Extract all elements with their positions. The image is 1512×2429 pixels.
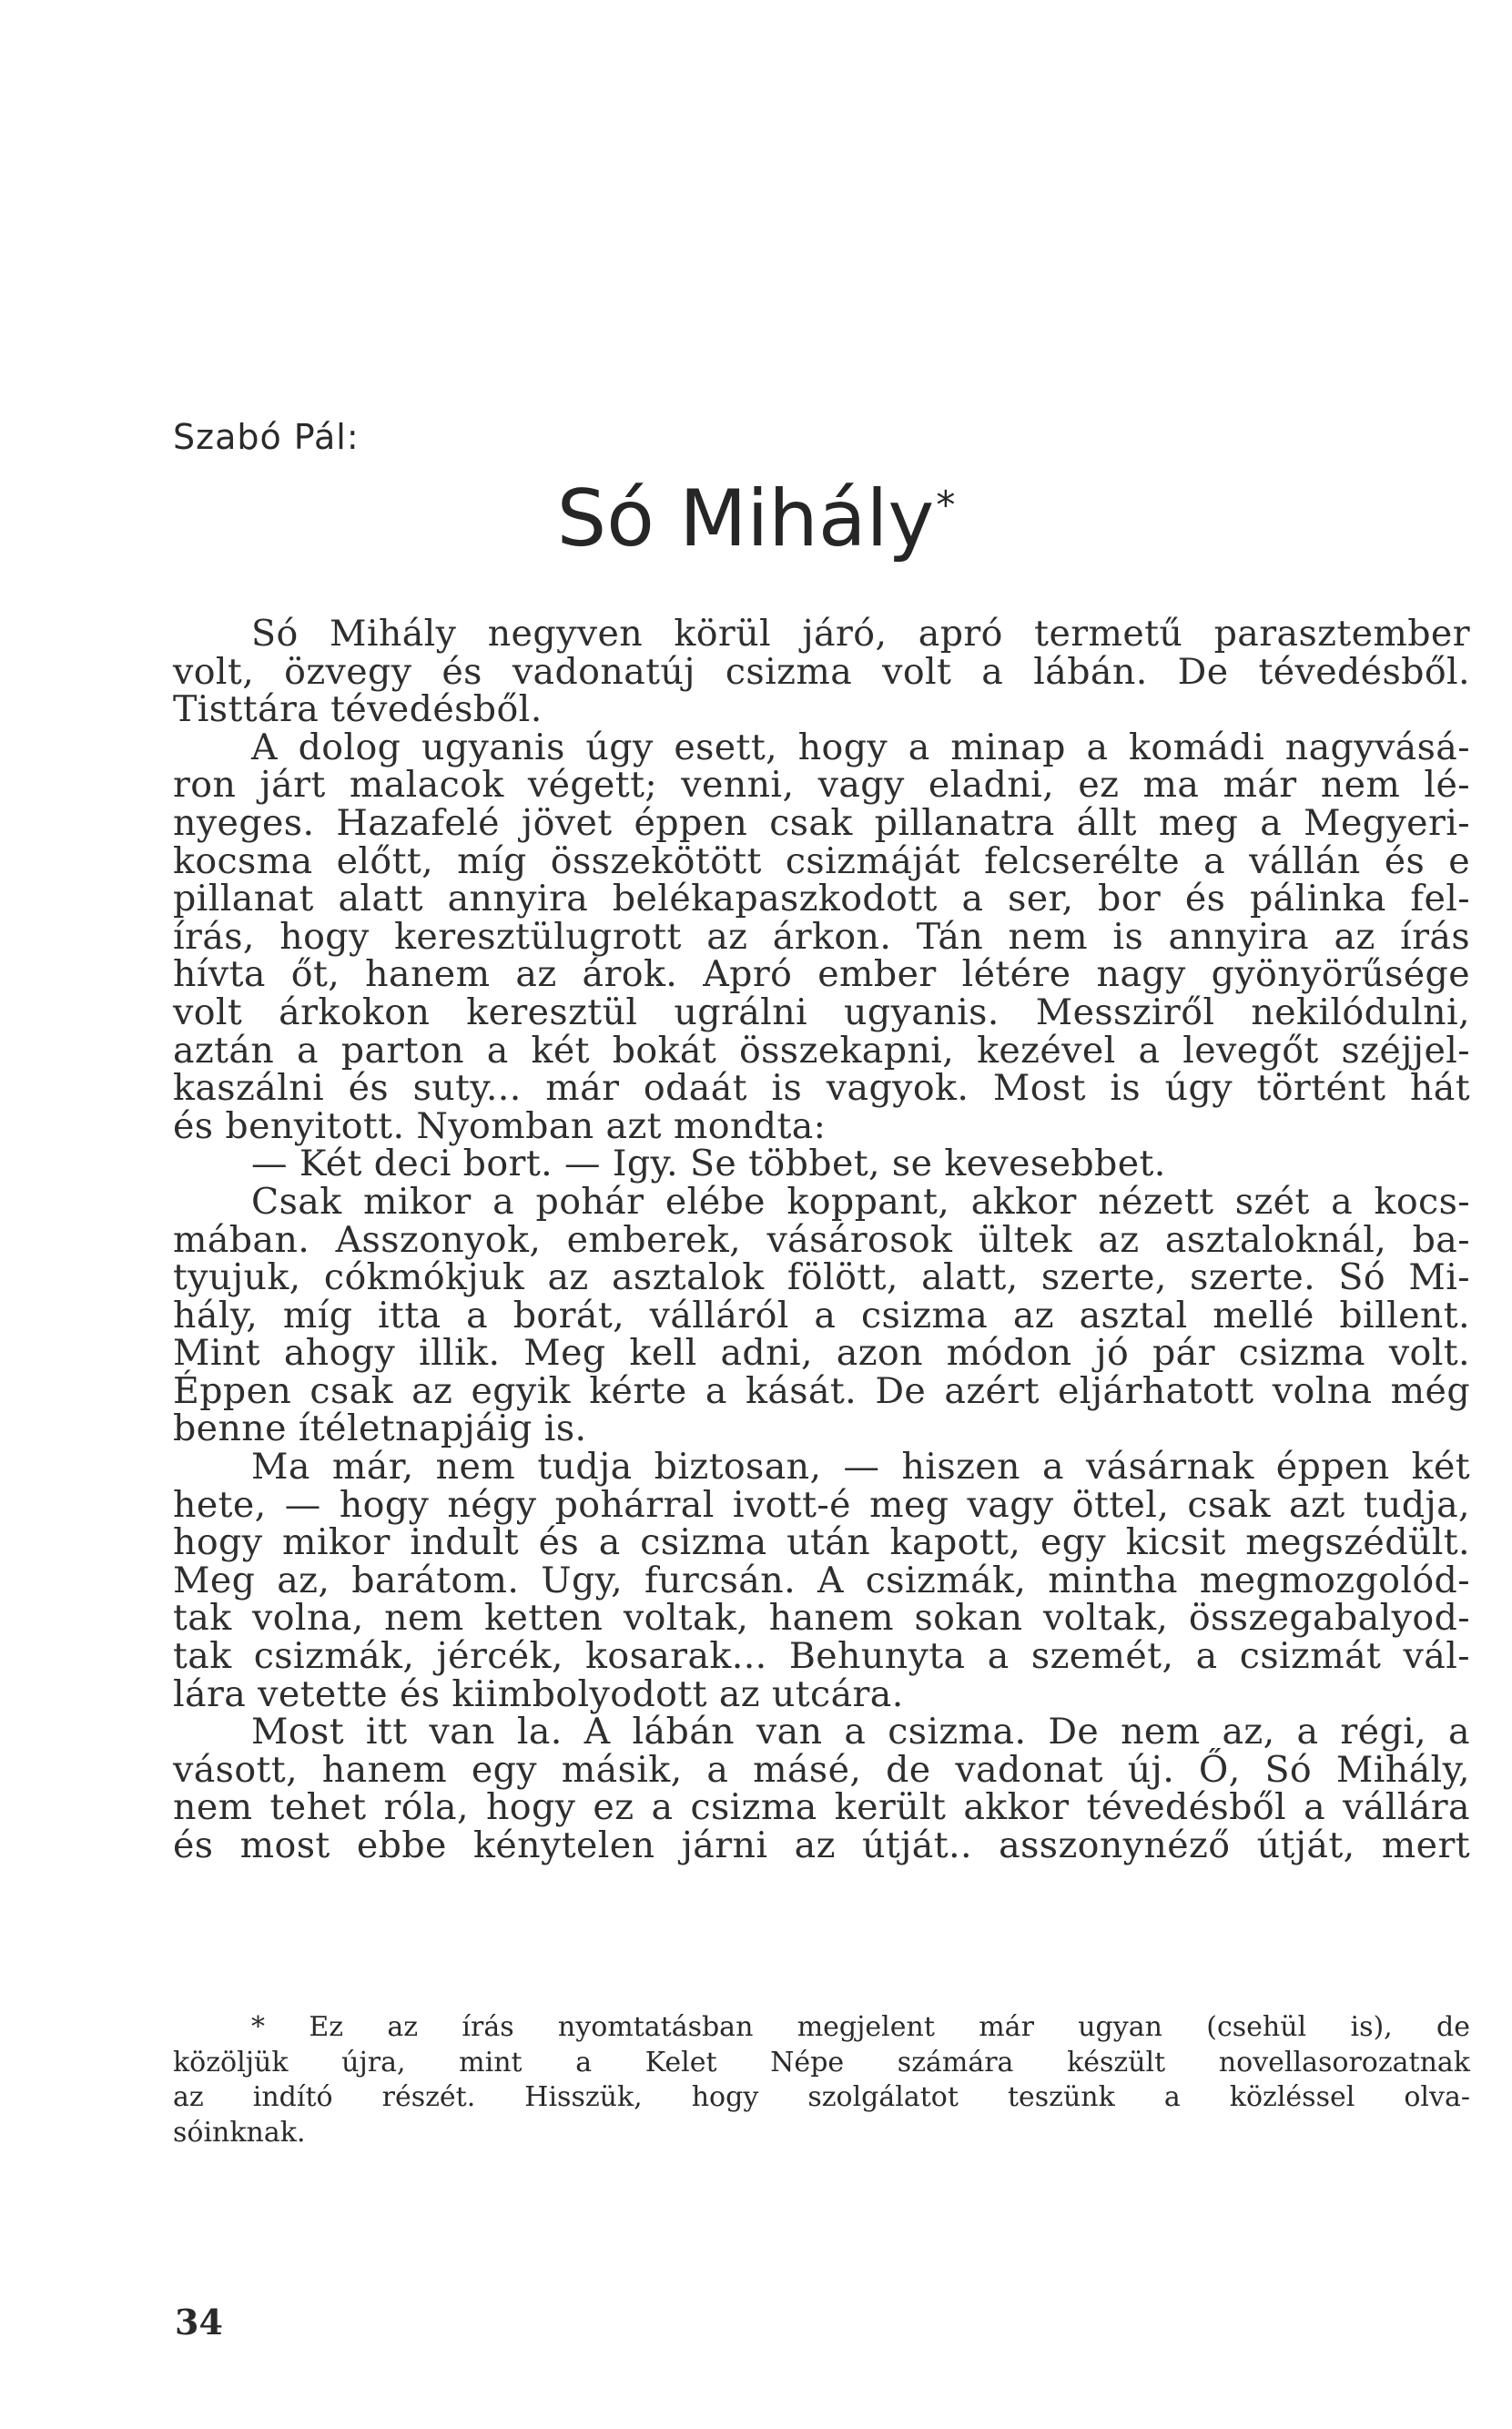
story-title — [0, 473, 1512, 564]
body-line: volt, özvegy és vadonatúj csizma volt a lábán. De tévedésből. — [173, 650, 1470, 693]
body-line: hívta őt, hanem az árok. Apró ember létére nagy gyönyörűsége — [173, 953, 1470, 996]
footnote-line: az indító részét. Hisszük, hogy szolgálatot teszünk a közléssel olva- — [173, 2081, 1470, 2113]
body-line: Só Mihály negyven körül járó, apró termetű parasztember — [251, 613, 1470, 655]
body-line: mában. Asszonyok, emberek, vásárosok ültek az asztaloknál, ba- — [173, 1218, 1470, 1261]
body-line: — Két deci bort. — Igy. Se többet, se kevesebbet. — [251, 1143, 1166, 1185]
body-line: pillanat alatt annyira belékapaszkodott a ser, bor és pálinka fel- — [173, 878, 1470, 920]
body-line: tak csizmák, jércék, kosarak... Behunyta a szemét, a csizmát vál- — [173, 1635, 1470, 1678]
body-line: hogy mikor indult és a csizma után kapott, egy kicsit megszédült. — [173, 1521, 1470, 1564]
body-line: Tisttára tévedésből. — [173, 688, 543, 731]
body-line: Csak mikor a pohár elébe koppant, akkor nézett szét a kocs- — [251, 1180, 1470, 1223]
body-line: kocsma előtt, míg összekötött csizmáját felcserélte a vállán és e — [173, 839, 1470, 882]
footnote — [173, 2010, 1470, 2150]
title-text: Só Mihály — [556, 473, 935, 564]
body-line: hály, míg itta a borát, válláról a csizma az asztal mellé billent. — [173, 1294, 1470, 1336]
body-line: és benyitott. Nyomban azt mondta: — [173, 1104, 827, 1147]
title-footnote-marker: * — [936, 483, 956, 528]
body-line: tak volna, nem ketten voltak, hanem sokan voltak, összegabalyod- — [173, 1597, 1470, 1640]
body-line: vásott, hanem egy másik, a másé, de vadonat új. Ő, Só Mihály, — [173, 1748, 1470, 1791]
story-body — [173, 615, 1470, 1865]
body-line: benne ítéletnapjáig is. — [173, 1408, 587, 1450]
body-line: Mint ahogy illik. Meg kell adni, azon módon jó pár csizma volt. — [173, 1332, 1470, 1375]
footnote-line: közöljük újra, mint a Kelet Népe számára készült novellasorozatnak — [173, 2046, 1470, 2078]
body-line: kaszálni és suty... már odaát is vagyok. Most is úgy történt hát — [173, 1067, 1470, 1110]
body-line: Ma már, nem tudja biztosan, — hiszen a vásárnak éppen két — [251, 1446, 1470, 1489]
body-line: Meg az, barátom. Ugy, furcsán. A csizmák, mintha megmozgolód- — [173, 1559, 1470, 1601]
body-line: írás, hogy keresztülugrott az árkon. Tán nem is annyira az írás — [173, 915, 1470, 958]
footnote-line: sóinknak. — [173, 2116, 306, 2149]
body-line: A dolog ugyanis úgy esett, hogy a minap a komádi nagyvásá- — [251, 726, 1470, 768]
body-line: lára vetette és kiimbolyodott az utcára. — [173, 1672, 904, 1715]
body-line: volt árkokon keresztül ugrálni ugyanis. Messziről nekilódulni, — [173, 991, 1470, 1033]
body-line: Éppen csak az egyik kérte a kását. De azért eljárhatott volna még — [173, 1369, 1470, 1412]
body-line: nem tehet róla, hogy ez a csizma került akkor tévedésből a vállára — [173, 1786, 1470, 1829]
body-line: nyeges. Hazafelé jövet éppen csak pillanatra állt meg a Megyeri- — [173, 801, 1470, 844]
body-line: ron járt malacok végett; venni, vagy eladni, ez ma már nem lé- — [173, 764, 1470, 807]
body-line: aztán a parton a két bokát összekapni, kezével a levegőt széjjel- — [173, 1029, 1470, 1072]
body-line: hete, — hogy négy pohárral ivott-é meg vagy öttel, csak azt tudja, — [173, 1483, 1470, 1526]
body-line: és most ebbe kénytelen járni az útját.. asszonynéző útját, mert — [173, 1824, 1470, 1866]
page-number: 34 — [175, 2302, 223, 2343]
body-line: tyujuk, cókmókjuk az asztalok fölött, alatt, szerte, szerte. Só Mi- — [173, 1256, 1470, 1299]
author-name: Szabó Pál: — [173, 417, 360, 457]
body-line: Most itt van la. A lábán van a csizma. De nem az, a régi, a — [251, 1711, 1470, 1753]
footnote-line: * Ez az írás nyomtatásban megjelent már ugyan (csehül is), de — [251, 2011, 1470, 2043]
